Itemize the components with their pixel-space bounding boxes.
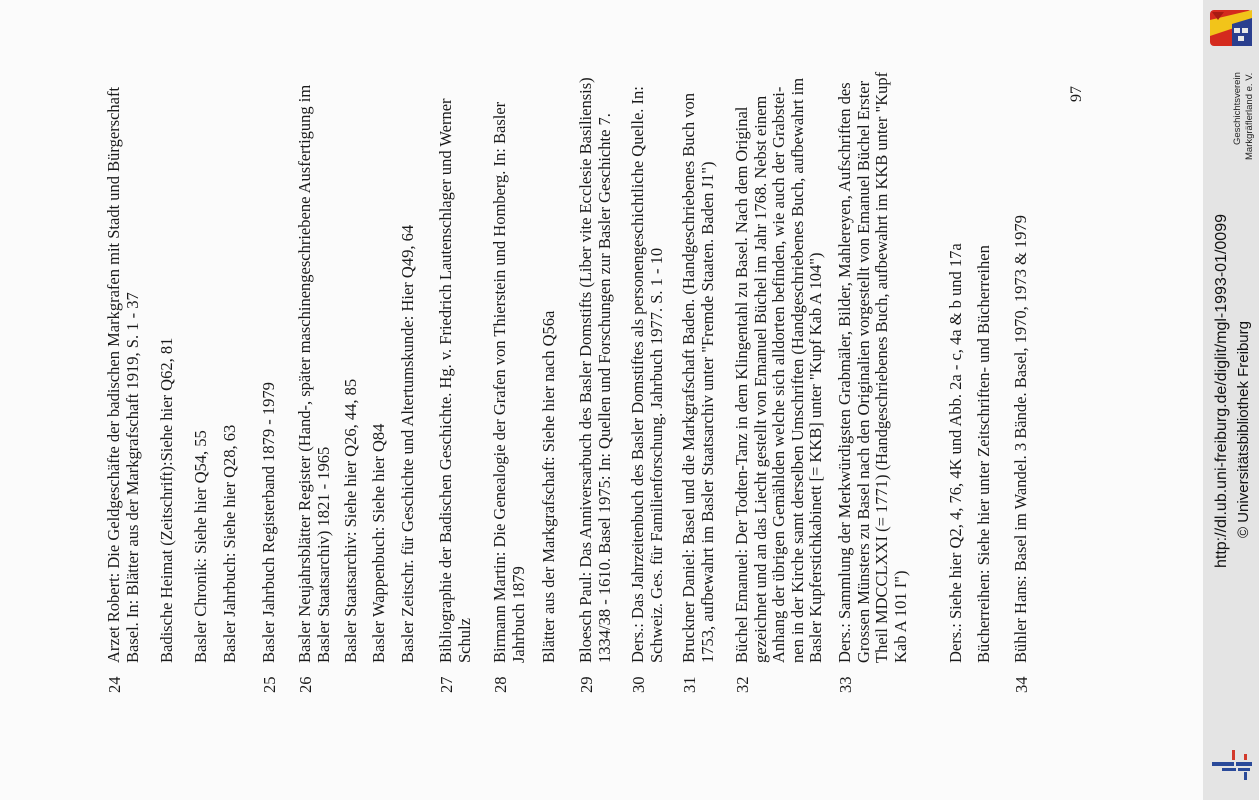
entry-line: Bücherreihen: Siehe hier unter Zeitschriften- und Bücherreihen xyxy=(974,245,993,663)
entry-line: Basler Neujahrsblätter Register (Hand-, später maschinengeschriebene Ausfertigung im xyxy=(295,84,314,663)
entry-line: Schweiz. Ges. für Familienforschung. Jahrbuch 1977. S. 1 - 10 xyxy=(646,247,666,663)
entry-line: Badische Heimat (Zeitschrift):Siehe hier Q62, 81 xyxy=(157,337,176,663)
entry-line: Anhang der übrigen Gemählden welche sich alldorten befinden, wie auch der Grabstei- xyxy=(769,86,788,663)
bibliography-entry xyxy=(342,108,361,663)
entry-line: Basler Zeitschr. für Geschichte und Altertumskunde: Hier Q49, 64 xyxy=(398,224,417,663)
entry-line: Basler Chronik: Siehe hier Q54, 55 xyxy=(191,430,210,663)
entry-line: Ders.: Sammlung der Merkwürdigsten Grabmäler, Bilder, Mahlereyen, Aufschriften des xyxy=(835,82,854,663)
entry-line: Theil MDCCLXXI (= 1771) (Handgeschriebenes Buch, aufbewahrt im KKB unter "Kupf xyxy=(872,71,891,663)
entry-line: Kab A 101 I") xyxy=(890,570,910,663)
entry-line: Bibliographie der Badischen Geschichte. Hg. v. Friedrich Lautenschlager und Werner xyxy=(436,98,455,663)
bibliography-entry xyxy=(947,108,966,663)
bibliography-entry xyxy=(158,108,177,663)
entry-number: 33 xyxy=(836,676,855,693)
bibliography-entry xyxy=(221,108,240,663)
entry-line: gezeichnet und an das Liecht gestellt von Emanuel Büchel im Jahr 1768. Nebst einem xyxy=(750,95,770,663)
entry-line: Jahrbuch 1879 xyxy=(508,566,528,663)
university-library-logo-icon xyxy=(1210,748,1254,782)
entry-line: Schulz xyxy=(454,618,474,663)
coat-of-arms-icon xyxy=(1208,8,1254,48)
bibliography-entry xyxy=(260,108,279,663)
entry-line: Basler Wappenbuch: Siehe hier Q84 xyxy=(369,423,388,663)
copyright-text: © Universitätsbibliothek Freiburg xyxy=(1235,321,1252,538)
entry-line: nen in der Kirche samt derselben Umschriften (Handgeschriebenes Buch, aufbewahrt im xyxy=(787,77,807,663)
entry-line: Blätter aus der Markgrafschaft: Siehe hier nach Q56a xyxy=(539,310,558,663)
bibliography-entry xyxy=(975,108,994,663)
entry-number: 24 xyxy=(105,676,124,693)
entry-number: 34 xyxy=(1012,676,1031,693)
entry-number: 30 xyxy=(629,676,648,693)
bibliography-entry xyxy=(732,77,826,663)
bibliography-entry xyxy=(399,108,418,663)
entry-number: 31 xyxy=(680,676,699,693)
bibliography-entry xyxy=(540,108,559,663)
viewer-sidebar xyxy=(1203,0,1259,800)
entry-line: Basler Kupferstichkabinett [= KKB] unter "Kupf Kab A 104") xyxy=(806,252,825,663)
entry-line: 1334/38 - 1610. Basel 1975: In: Quellen und Forschungen zur Basler Geschichte 7. xyxy=(594,113,614,663)
entry-line: Büchel Emanuel: Der Todten-Tanz in dem Klingentahl zu Basel. Nach dem Original xyxy=(732,106,751,663)
bibliography-entry xyxy=(628,86,666,663)
entry-number: 26 xyxy=(296,676,315,693)
bibliography-entry xyxy=(835,71,910,663)
bibliography-entry xyxy=(576,77,614,663)
entry-line: Bruckner Daniel: Basel und die Markgrafschaft Baden. (Handgeschriebenes Buch von xyxy=(679,93,698,663)
bibliography-entry xyxy=(436,98,474,663)
entry-number: 32 xyxy=(733,676,752,693)
society-name-line1: Geschichtsverein xyxy=(1232,72,1243,145)
entry-line: Basler Staatsarchiv: Siehe hier Q26, 44, 85 xyxy=(341,378,360,663)
entry-line: Basel. In: Blätter aus der Markgrafschaft 1919, S. 1 - 37 xyxy=(122,292,142,663)
entry-line: Ders.: Siehe hier Q2, 4, 76, 4K und Abb. 2a - c, 4a & b und 17a xyxy=(946,243,965,663)
bibliography-entry xyxy=(370,108,389,663)
bibliography-entry xyxy=(1012,108,1031,663)
entry-number: 28 xyxy=(491,676,510,693)
bibliography-entry xyxy=(192,108,211,663)
sidebar-rotated-text xyxy=(1203,0,1259,800)
page-number: 97 xyxy=(1068,86,1085,102)
entry-line: 1753, aufbewahrt im Basler Staatsarchiv unter "Fremde Staaten. Baden J1") xyxy=(697,161,717,663)
entry-line: Ders.: Das Jahrzeitenbuch des Basler Domstiftes als personengeschichtliche Quelle. In: xyxy=(628,86,647,663)
entry-line: Bloesch Paul: Das Anniversarbuch des Basler Domstifts (Liber vite Ecclesie Basiliensis) xyxy=(576,77,595,663)
source-url[interactable]: http://dl.ub.uni-freiburg.de/diglit/mgl-1993-01/0099 xyxy=(1213,214,1230,568)
entry-line: Basler Jahrbuch: Siehe hier Q28, 63 xyxy=(220,424,239,663)
entry-line: Birmann Martin: Die Genealogie der Grafen von Thierstein und Homberg. In: Basler xyxy=(490,101,509,663)
entry-line: Grossen Münsters zu Basel nach den Originalien vorgestellt von Emanuel Büchel Erster xyxy=(853,80,873,663)
bibliography-entry xyxy=(104,86,142,663)
entry-line: Bühler Hans: Basel im Wandel. 3 Bände. Basel, 1970, 1973 & 1979 xyxy=(1011,215,1030,663)
bibliography-entry xyxy=(679,93,717,663)
entry-line: Basler Jahrbuch Registerband 1879 - 1979 xyxy=(259,382,278,663)
entry-number: 25 xyxy=(260,676,279,693)
entry-number: 29 xyxy=(577,676,596,693)
entry-line: Basler Staatsarchiv) 1821 - 1965 xyxy=(313,446,333,663)
entry-number: 27 xyxy=(437,676,456,693)
entry-line: Arzet Robert: Die Geldgeschäfte der badischen Markgrafen mit Stadt und Bürgerschaft xyxy=(104,86,123,663)
bibliography-entry xyxy=(490,101,528,663)
society-name-line2: Markgräflerland e. V. xyxy=(1244,72,1255,160)
bibliography-entry xyxy=(295,84,333,663)
